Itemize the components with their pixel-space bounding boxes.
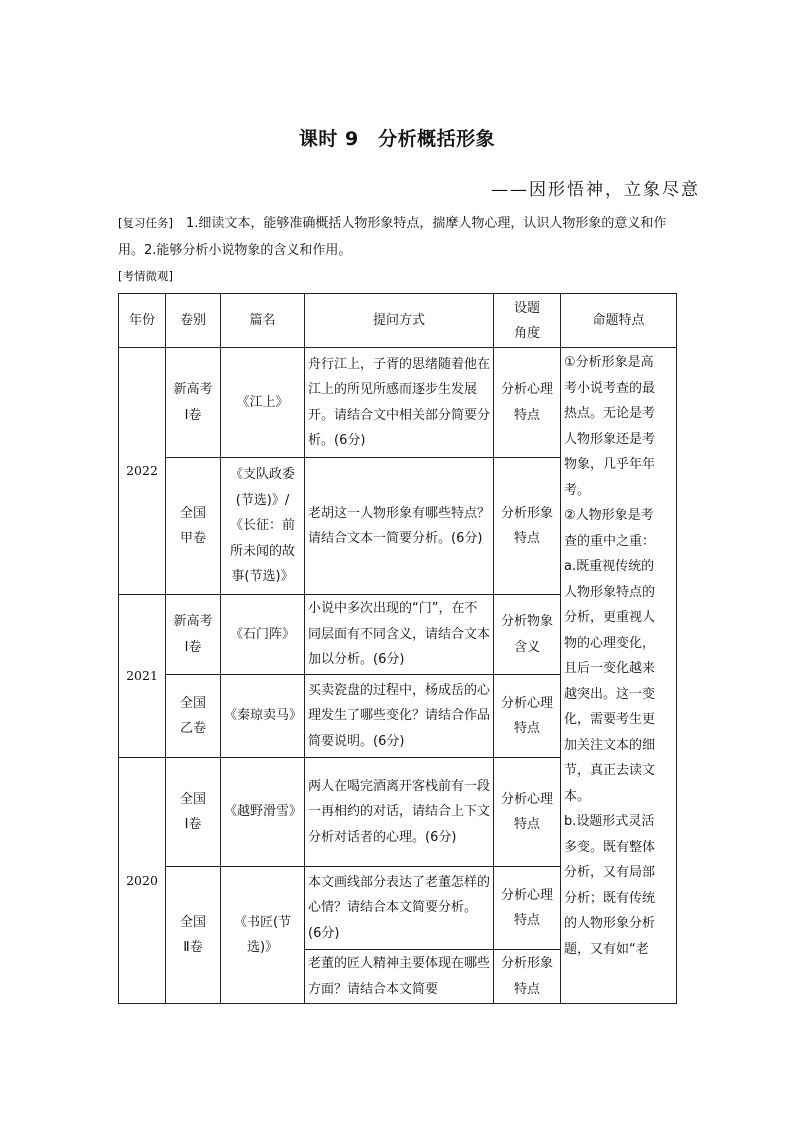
paper-line: 全国 [179,695,206,711]
question-cell: 老董的匠人精神主要体现在哪些方面？请结合本文简要 [305,950,494,1004]
angle-cell: 分析心理特点 [494,675,561,758]
header-feature: 命题特点 [561,294,677,348]
feature-line: a.既重视传统的 [564,559,655,574]
paper-cell [166,595,221,675]
feature-line: 人物形象特点的 [564,584,656,600]
exam-overview-label: [考情微观] [118,269,173,283]
header-angle-line1: 设题 [513,300,540,316]
question-cell: 小说中多次出现的“门”，在不同层面有不同含义，请结合文本加以分析。(6分) [305,595,494,675]
table-header-row [119,294,677,348]
work-cell: 《江上》 [221,348,305,458]
review-task-tag: [复习任务] [118,216,173,230]
question-cell: 本文画线部分表达了老董怎样的心情？请结合本文简要分析。(6分) [305,867,494,950]
question-cell: 老胡这一人物形象有哪些特点？请结合文本一简要分析。(6分) [305,458,494,595]
paper-line: 全国 [179,505,206,521]
paper-cell [166,458,221,595]
feature-line: 物象，几乎年年 [564,457,656,472]
work-cell: 《秦琼卖马》 [221,675,305,758]
feature-line: 节，真正去读文 [564,763,656,778]
paper-line: Ⅰ卷 [184,639,202,655]
feature-line: 加关注文本的细 [564,737,656,753]
feature-line: 且后一变化越来 [564,661,656,676]
year-cell: 2021 [119,595,166,758]
angle-cell: 分析心理特点 [494,348,561,458]
feature-line: 热点。无论是考 [564,406,656,421]
feature-line: b.设题形式灵活 [564,814,655,829]
feature-line: 分析，更重视人 [564,610,656,625]
paper-cell [166,675,221,758]
paper-line: 全国 [179,914,206,930]
feature-line: 的人物形象分析 [564,916,656,931]
header-question: 提问方式 [305,294,494,348]
angle-cell: 分析心理特点 [494,758,561,867]
paper-cell [166,348,221,458]
angle-cell: 分析心理特点 [494,867,561,950]
table-row [119,348,677,458]
header-angle-line2: 角度 [513,325,540,341]
exam-overview-table [118,293,677,1004]
work-cell: 《书匠(节选)》 [221,867,305,1004]
work-cell: 《石门阵》 [221,595,305,675]
angle-cell: 分析形象特点 [494,950,561,1004]
paper-line: Ⅰ卷 [184,817,202,832]
header-work: 篇名 [221,294,305,348]
feature-line: 越突出。这一变 [564,686,656,702]
feature-line: 分析；既有传统 [564,890,656,906]
feature-line: 人物形象还是考 [564,431,656,447]
feature-line: 多变。既有整体 [564,839,656,855]
lesson-title: 课时 9 分析概括形象 [298,128,496,150]
paper-line: 甲卷 [179,531,206,546]
feature-line: 分析，又有局部 [564,865,656,880]
review-task-text: 1.细读文本，能够准确概括人物形象特点，揣摩人物心理，认识人物形象的意义和作用。2.能够分析小说物象的含义和作用。 [118,216,667,258]
question-cell: 买卖瓷盘的过程中，杨成岳的心理发生了哪些变化？请结合作品简要说明。(6分) [305,675,494,758]
feature-text [564,350,673,962]
paper-line: 乙卷 [179,721,206,736]
angle-cell: 分析物象含义 [494,595,561,675]
feature-line: 本。 [564,788,591,804]
year-cell: 2022 [119,348,166,595]
angle-cell: 分析形象特点 [494,458,561,595]
feature-line: ②人物形象是考 [564,508,654,523]
work-cell: 《越野滑雪》 [221,758,305,867]
question-cell: 两人在喝完酒离开客栈前有一段一再相约的对话，请结合上下文分析对话者的心理。(6分) [305,758,494,867]
feature-line: ①分析形象是高 [564,355,654,370]
header-year: 年份 [119,294,166,348]
feature-line: 化，需要考生更 [564,712,656,727]
feature-line: 考小说考查的最 [564,380,656,396]
review-task-paragraph [118,210,678,264]
paper-line: 全国 [179,791,206,807]
feature-line: 查的重中之重： [564,533,656,549]
header-paper: 卷别 [166,294,221,348]
feature-line: 考。 [564,482,591,498]
paper-cell [166,758,221,867]
paper-line: 新高考 [173,614,213,629]
paper-line: Ⅰ卷 [184,407,202,423]
year-cell: 2020 [119,758,166,1004]
paper-cell [166,867,221,1004]
header-angle [494,294,561,348]
feature-cell [561,348,677,1004]
work-cell: 《支队政委(节选)》/《长征：前所未闻的故事(节选)》 [221,458,305,595]
question-cell: 舟行江上，子胥的思绪随着他在江上的所见所感而逐步生发展开。请结合文中相关部分简要分析。(6分) [305,348,494,458]
paper-line: 新高考 [173,382,213,397]
feature-line: 物的心理变化， [564,635,656,651]
lesson-subtitle: ——因形悟神，立象尽意 [491,180,700,200]
feature-line: 题，又有如“老 [564,941,649,957]
paper-line: Ⅱ卷 [183,940,203,955]
